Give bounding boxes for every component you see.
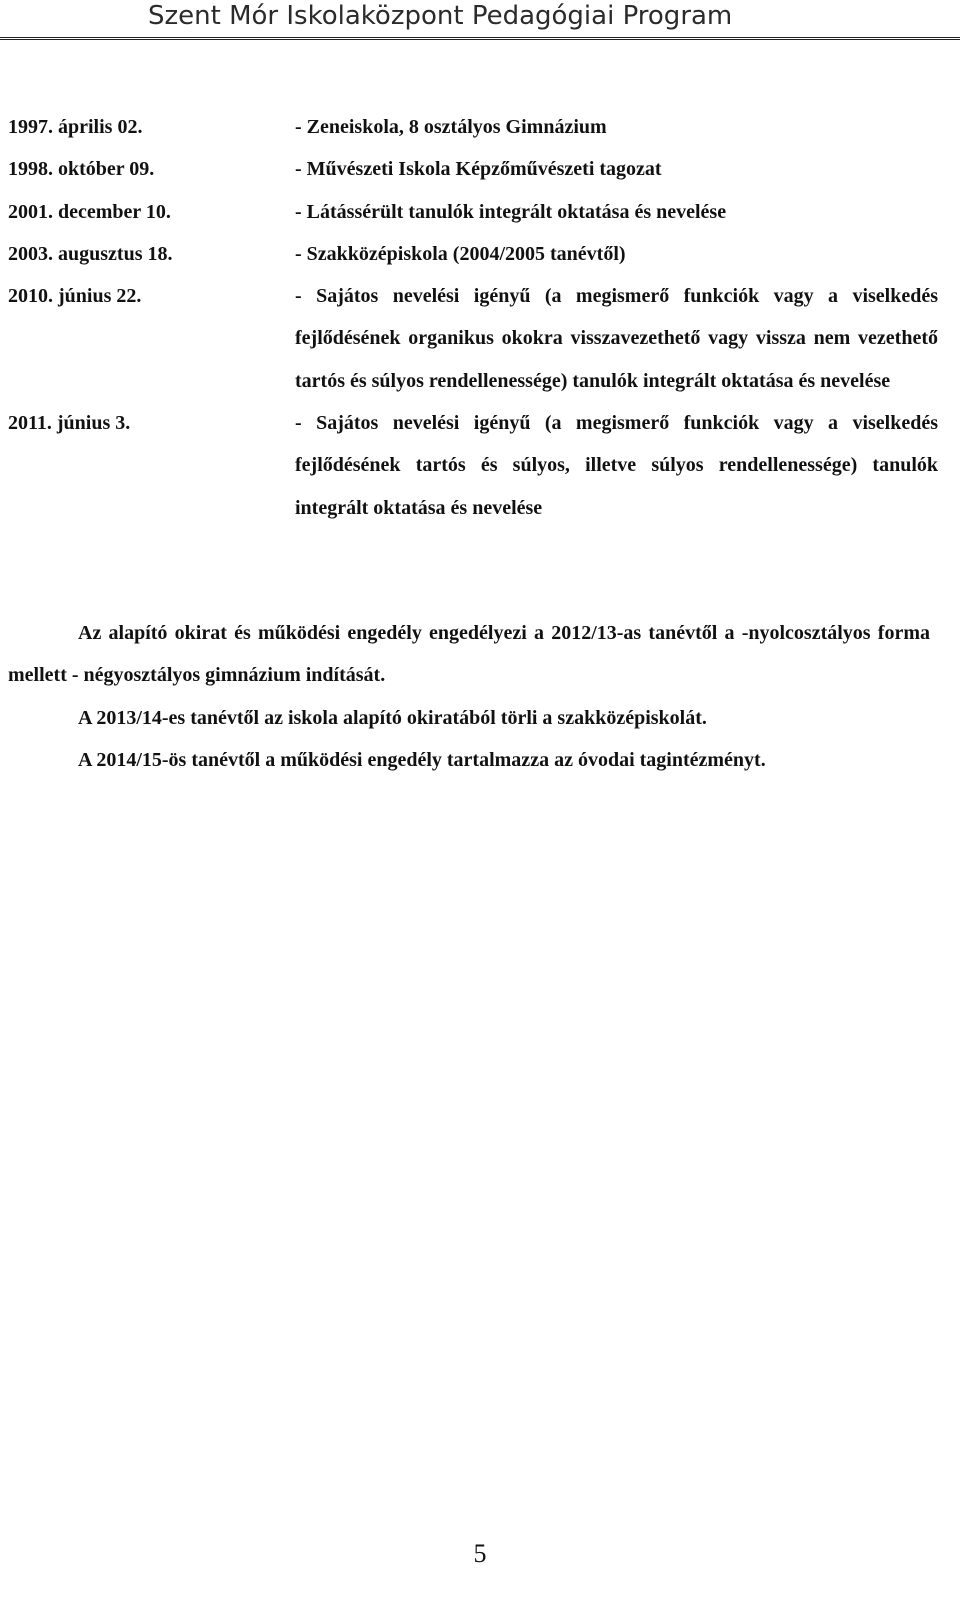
body-text (8, 612, 930, 781)
entry-date: 1997. április 02. (8, 116, 143, 138)
history-entry (8, 233, 938, 275)
entry-description: - Sajátos nevelési igényű (a megismerő funkciók vagy a viselkedés fejlődésének tartós és súlyos, illetve súlyos rendellenessége) tanulók integrált oktatása és nevelése (295, 412, 938, 519)
entry-description: - Sajátos nevelési igényű (a megismerő funkciók vagy a viselkedés fejlődésének organikus okokra visszavezethető vagy vissza nem vezethető tartós és súlyos rendellenessége) tanulók integrált oktatása és nevelése (295, 285, 938, 392)
header-divider (0, 37, 960, 40)
entry-date: 2003. augusztus 18. (8, 242, 173, 265)
entry-date: 2010. június 22. (8, 285, 142, 308)
history-entry (8, 402, 938, 529)
entry-description: - Művészeti Iskola Képzőművészeti tagozat (295, 158, 662, 181)
entry-date: 2001. december 10. (8, 200, 171, 223)
page-number: 5 (473, 1539, 487, 1568)
entry-description: - Zeneiskola, 8 osztályos Gimnázium (295, 116, 607, 138)
entry-description: - Szakközépiskola (2004/2005 tanévtől) (295, 242, 626, 265)
entry-date: 1998. október 09. (8, 158, 155, 181)
paragraph: A 2014/15-ös tanévtől a működési engedély tartalmazza az óvodai tagintézményt. (78, 748, 766, 771)
paragraph: A 2013/14-es tanévtől az iskola alapító okiratából törli a szakközépiskolát. (78, 706, 707, 729)
page-header (148, 0, 828, 40)
history-entry (8, 275, 938, 402)
history-entry (8, 148, 938, 190)
history-list (8, 106, 938, 529)
history-entry (8, 191, 938, 233)
entry-date: 2011. június 3. (8, 412, 131, 435)
paragraph: Az alapító okirat és működési engedély engedélyezi a 2012/13-as tanévtől a -nyolcosztályos forma mellett - négyosztályos gimnázium indítását. (8, 622, 930, 687)
header-title: Szent Mór Iskolaközpont Pedagógiai Program (148, 1, 733, 31)
history-entry (8, 106, 938, 148)
entry-description: - Látássérült tanulók integrált oktatása és nevelése (295, 200, 727, 223)
